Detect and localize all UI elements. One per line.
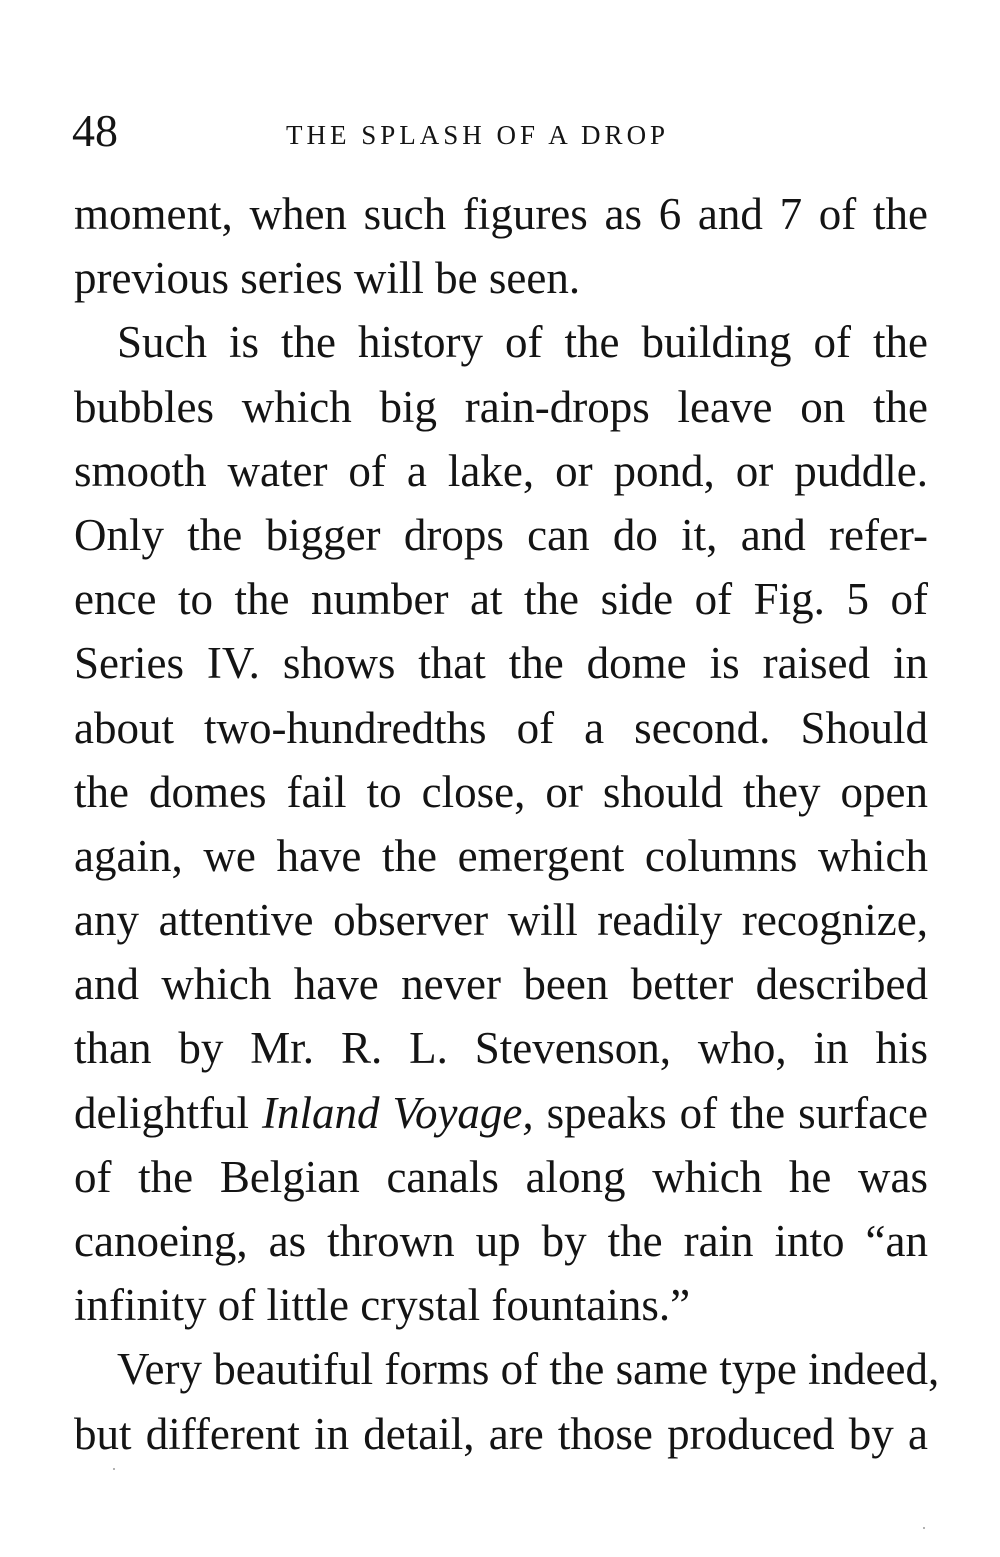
text-line: but different in detail, are those produced by a	[74, 1408, 928, 1459]
text-segment: delightful	[74, 1087, 262, 1138]
text-line: again, we have the emergent columns which	[74, 830, 928, 881]
paper-speck	[113, 1468, 115, 1470]
text-line: and which have never been better described	[74, 959, 928, 1010]
text-line: infinity of little crystal fountains.”	[74, 1280, 691, 1331]
text-line: about two-hundredths of a second. Should	[74, 702, 928, 753]
text-line: canoeing, as thrown up by the rain into “an	[74, 1216, 928, 1266]
paragraph-first-line: Very beautiful forms of the same type indeed,	[117, 1344, 940, 1395]
running-title: THE SPLASH OF A DROP	[286, 120, 670, 150]
text-line: Only the bigger drops can do it, and refer-	[74, 509, 928, 560]
running-header	[72, 105, 928, 158]
text-line: any attentive observer will readily recognize,	[74, 895, 928, 946]
paper-speck	[923, 1527, 925, 1529]
text-line: previous series will be seen.	[74, 253, 581, 304]
text-line: bubbles which big rain-drops leave on the	[74, 381, 928, 432]
text-line: Series IV. shows that the dome is raised in	[74, 638, 928, 689]
body-text	[74, 182, 940, 1466]
text-line: the domes fail to close, or should they open	[74, 766, 928, 817]
book-title-italic: Inland Voyage,	[261, 1087, 534, 1138]
text-line-with-italic-title	[74, 1081, 928, 1145]
text-line: moment, when such figures as 6 and 7 of the	[74, 189, 928, 239]
text-line: than by Mr. R. L. Stevenson, who, in his	[74, 1023, 928, 1074]
text-segment: speaks of the surface	[533, 1087, 928, 1138]
text-line: smooth water of a lake, or pond, or puddle.	[74, 445, 928, 496]
page-number: 48	[72, 105, 118, 156]
paragraph-first-line: Such is the history of the building of the	[117, 317, 928, 368]
text-line: of the Belgian canals along which he was	[74, 1151, 928, 1202]
text-line: ence to the number at the side of Fig. 5 of	[74, 574, 928, 625]
